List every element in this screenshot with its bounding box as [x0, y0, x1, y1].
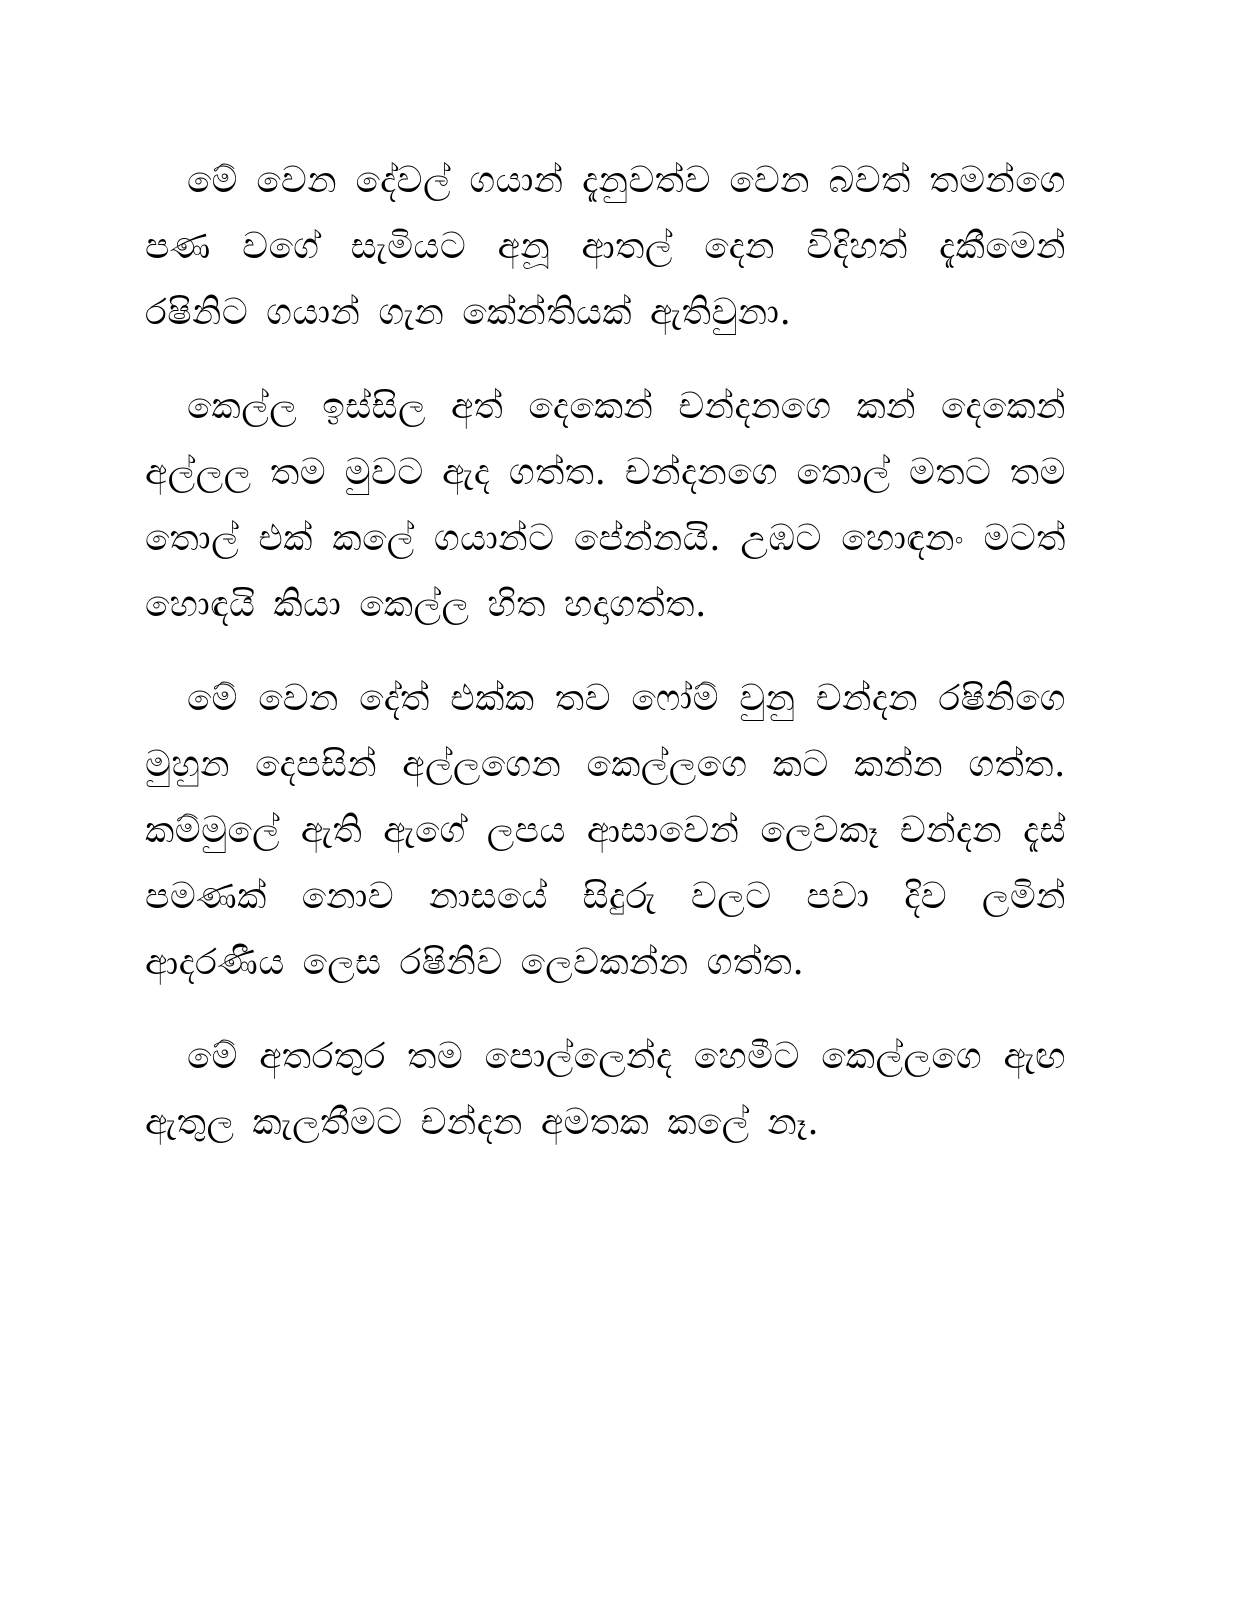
- paragraph-3: මේ වෙන දේත් එක්ක තව ෆෝම් වුනු චන්දන රෂිනිගෙ මුහුන දෙපසින් අල්ලගෙන කෙල්ලගෙ කට කන්න ගත්ත. කම්මුලේ ඇති ඇගේ ලපය ආසාවෙන් ලෙවකෑ චන්දන දැස් පමණක් නොව නාසයේ සිදුරු වලට පවා දිව ලමින් ආදරණීය ලෙස රෂිනිව ලෙවකන්න ගත්ත.: [145, 678, 1066, 983]
- paragraph-1: මේ වෙන දේවල් ගයාන් දැනුවත්ව වෙන බවත් තමන්ගෙ පණ වගේ සැමියට අනූ ආතල් දෙන විදිහත් දැකීමෙන් රෂිනිට ගයාන් ගැන කේන්තියක් ඇතිවුනා.: [145, 160, 1066, 333]
- paragraph-4: මේ අතරතුර තම පොල්ලෙන්ද හෙමීට කෙල්ලගෙ ඇඟ ඇතුල කැලතීමට චන්දන අමතක කලේ නෑ.: [145, 1036, 1066, 1143]
- paragraph-2: කෙල්ල ඉස්සිල අත් දෙකෙන් චන්දනගෙ කන් දෙකෙන් අල්ලල තම මුවට ඇද ගත්ත. චන්දනගෙ තොල් මතට තම තොල් එක් කලේ ගයාන්ට පේන්නයි. උඹට හොඳනං මටත් හොඳයි කියා කෙල්ල හිත හදාගත්ත.: [145, 386, 1066, 625]
